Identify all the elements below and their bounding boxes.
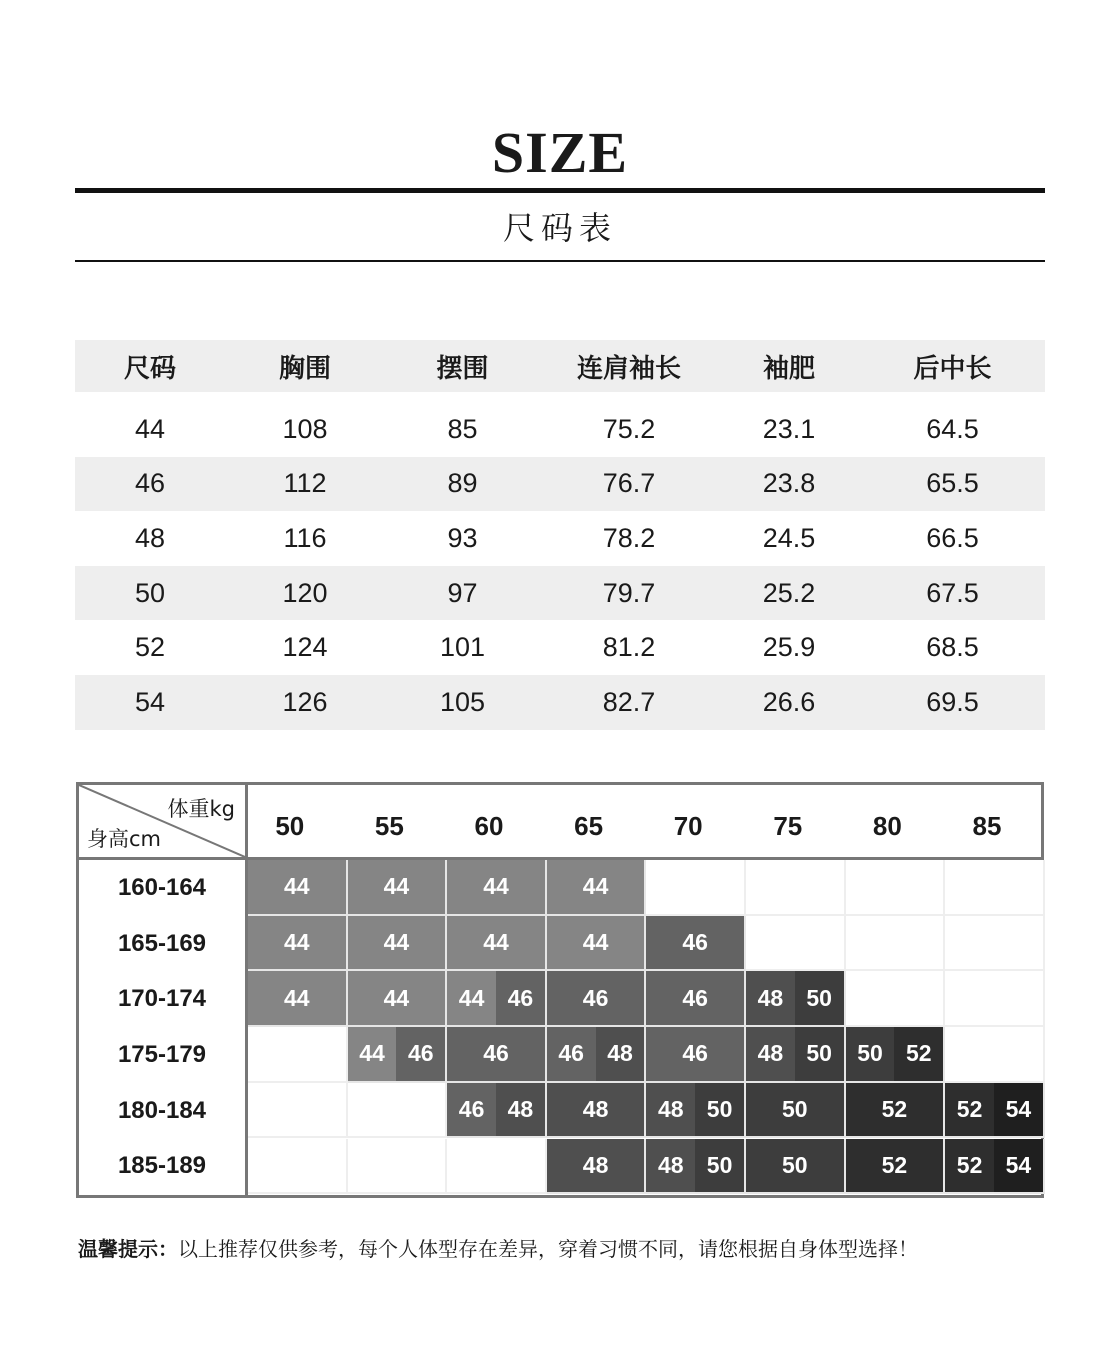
weight-header: 85 — [972, 811, 1002, 841]
measurement-cell: 66.5 — [926, 522, 979, 553]
measurement-cell: 97 — [447, 577, 478, 608]
size-cell — [746, 1083, 846, 1139]
measurement-cell: 23.8 — [762, 468, 816, 499]
size-cell — [945, 1083, 1045, 1139]
header-chest: 胸围 — [278, 353, 331, 384]
tip-label: 温馨提示： — [78, 1237, 178, 1261]
measurement-cell: 52 — [134, 632, 166, 663]
weight-header: 65 — [574, 811, 604, 841]
size-cell — [447, 916, 547, 972]
measurement-cell: 25.9 — [762, 632, 816, 663]
measurement-cell: 85 — [447, 413, 478, 444]
size-value: 50 — [795, 1027, 844, 1081]
measurement-cell: 50 — [134, 577, 166, 608]
measurement-cell: 112 — [283, 468, 327, 499]
size-cell — [248, 971, 348, 1027]
size-cell — [646, 916, 746, 972]
header-row-divider — [245, 857, 1041, 860]
size-cell — [547, 1083, 647, 1139]
size-value: 54 — [994, 1139, 1043, 1193]
size-cell — [945, 971, 1045, 1027]
measurement-cell: 54 — [134, 686, 166, 717]
measurement-cell: 26.6 — [762, 686, 816, 717]
size-cell — [248, 1083, 348, 1139]
size-value: 48 — [582, 1151, 609, 1178]
size-cell — [248, 860, 348, 916]
size-value: 46 — [682, 929, 708, 956]
size-cell — [646, 971, 746, 1027]
measurement-row — [75, 457, 1045, 512]
size-cell — [846, 1139, 946, 1195]
size-cell — [746, 1027, 846, 1083]
height-row-label: 175-179 — [117, 1040, 207, 1068]
title-divider — [75, 188, 1045, 193]
size-value: 44 — [383, 929, 410, 956]
measurement-cell: 68.5 — [926, 632, 979, 663]
size-cell — [746, 1139, 846, 1195]
size-cell — [646, 860, 746, 916]
header-size: 尺码 — [123, 353, 176, 384]
size-value: 48 — [646, 1083, 695, 1137]
size-cell — [646, 1027, 746, 1083]
size-cell — [547, 971, 647, 1027]
size-value: 50 — [782, 1151, 808, 1178]
footer-tip — [78, 1234, 1078, 1264]
size-value: 52 — [894, 1027, 943, 1081]
measurement-cell: 25.2 — [762, 577, 816, 608]
size-value: 44 — [483, 929, 509, 956]
size-cell — [248, 916, 348, 972]
size-value: 44 — [284, 873, 310, 900]
size-cell — [547, 1027, 647, 1083]
measurement-cell: 89 — [447, 468, 478, 499]
size-value: 48 — [746, 1027, 795, 1081]
size-value: 48 — [582, 1096, 609, 1123]
measurement-row — [75, 402, 1045, 457]
header-hem: 摆围 — [436, 353, 489, 384]
size-cell — [348, 1027, 448, 1083]
header-back-length: 后中长 — [913, 353, 992, 384]
size-cell — [547, 916, 647, 972]
size-value: 52 — [881, 1151, 908, 1178]
measurement-cell: 93 — [447, 522, 478, 553]
size-cell — [348, 971, 448, 1027]
size-value: 48 — [746, 971, 795, 1025]
size-cell — [746, 971, 846, 1027]
size-cell — [447, 1139, 547, 1195]
measurement-cell: 44 — [134, 413, 166, 444]
measurement-cell: 78.2 — [602, 522, 656, 553]
measurement-cell: 64.5 — [926, 413, 979, 444]
weight-header: 70 — [673, 811, 703, 841]
size-value: 50 — [782, 1096, 808, 1123]
measurement-cell: 120 — [282, 577, 328, 608]
measurement-header-row — [75, 340, 1045, 392]
height-row-label: 160-164 — [117, 873, 207, 901]
size-value: 46 — [396, 1027, 445, 1081]
size-value: 44 — [582, 873, 609, 900]
subtitle-divider — [75, 260, 1045, 262]
size-value: 44 — [348, 1027, 397, 1081]
measurement-cell: 105 — [439, 686, 486, 717]
size-value: 46 — [483, 1040, 509, 1067]
height-axis-label: 身高cm — [87, 827, 162, 851]
size-value: 50 — [695, 1139, 744, 1193]
measurement-cell: 46 — [134, 468, 166, 499]
size-cell — [447, 971, 547, 1027]
size-cell — [547, 860, 647, 916]
size-value: 50 — [795, 971, 844, 1025]
grid-corner — [79, 785, 248, 860]
size-value: 44 — [582, 929, 609, 956]
size-cell — [846, 860, 946, 916]
size-value: 44 — [447, 971, 496, 1025]
size-value: 52 — [881, 1096, 908, 1123]
measurement-cell: 76.7 — [602, 468, 656, 499]
measurement-cell: 24.5 — [762, 522, 816, 553]
size-cell — [547, 1139, 647, 1195]
measurement-cell: 108 — [282, 413, 328, 444]
size-cell — [646, 1139, 746, 1195]
size-cell — [846, 971, 946, 1027]
measurement-cell: 124 — [282, 632, 328, 663]
size-cell — [746, 916, 846, 972]
size-cell — [348, 1139, 448, 1195]
size-cell — [846, 1027, 946, 1083]
size-value: 44 — [483, 873, 509, 900]
size-value: 52 — [945, 1139, 994, 1193]
size-value: 48 — [496, 1083, 545, 1137]
size-cell — [348, 860, 448, 916]
size-cell — [348, 916, 448, 972]
measurement-row — [75, 566, 1045, 621]
height-row-label: 165-169 — [117, 929, 207, 957]
page-title: SIZE — [491, 120, 629, 185]
weight-header: 50 — [275, 811, 305, 841]
size-value: 44 — [284, 929, 310, 956]
size-value: 50 — [695, 1083, 744, 1137]
weight-header: 55 — [374, 811, 404, 841]
measurement-row — [75, 675, 1045, 730]
measurement-cell: 126 — [282, 686, 328, 717]
size-cell — [447, 860, 547, 916]
size-value: 46 — [496, 971, 545, 1025]
measurement-cell: 23.1 — [762, 413, 816, 444]
measurement-cell: 81.2 — [602, 632, 656, 663]
weight-axis-label: 体重kg — [167, 797, 235, 821]
size-value: 46 — [447, 1083, 496, 1137]
size-cell — [646, 1083, 746, 1139]
size-cell — [348, 1083, 448, 1139]
measurement-cell: 75.2 — [602, 413, 656, 444]
size-value: 52 — [945, 1083, 994, 1137]
size-recommendation-grid — [76, 782, 1044, 1198]
size-value: 46 — [682, 984, 708, 1011]
measurement-cell: 79.7 — [602, 577, 656, 608]
page-subtitle: 尺码表 — [502, 209, 617, 247]
header-sleeve-width: 袖肥 — [762, 353, 815, 384]
size-cell — [945, 916, 1045, 972]
tip-text: 以上推荐仅供参考，每个人体型存在差异，穿着习惯不同，请您根据自身体型选择！ — [178, 1237, 918, 1261]
size-value: 46 — [547, 1027, 596, 1081]
size-value: 48 — [596, 1027, 645, 1081]
size-cell — [945, 1027, 1045, 1083]
size-cell — [248, 1139, 348, 1195]
measurement-cell: 69.5 — [926, 686, 979, 717]
height-row-label: 170-174 — [117, 985, 207, 1013]
size-cell — [846, 916, 946, 972]
size-cell — [447, 1083, 547, 1139]
measurement-table — [75, 340, 1045, 730]
size-value: 44 — [383, 984, 410, 1011]
weight-header: 75 — [773, 811, 803, 841]
size-cell — [746, 860, 846, 916]
size-cell — [846, 1083, 946, 1139]
measurement-cell: 65.5 — [926, 468, 979, 499]
size-value: 44 — [284, 984, 310, 1011]
measurement-cell: 116 — [283, 522, 327, 553]
measurement-cell: 82.7 — [602, 686, 656, 717]
size-cell — [945, 1139, 1045, 1195]
size-value: 54 — [994, 1083, 1043, 1137]
header-column-divider — [245, 860, 248, 1195]
measurement-row — [75, 511, 1045, 566]
height-row-label: 185-189 — [117, 1152, 207, 1180]
size-value: 48 — [646, 1139, 695, 1193]
size-cell — [248, 1027, 348, 1083]
size-value: 46 — [582, 984, 609, 1011]
measurement-cell: 67.5 — [926, 577, 979, 608]
weight-header: 60 — [474, 811, 504, 841]
header-sleeve-length: 连肩袖长 — [576, 353, 681, 384]
measurement-cell: 48 — [134, 522, 166, 553]
weight-header: 80 — [872, 811, 902, 841]
size-value: 46 — [682, 1040, 708, 1067]
size-cell — [447, 1027, 547, 1083]
measurement-row — [75, 620, 1045, 675]
measurement-cell: 101 — [439, 632, 486, 663]
size-value: 44 — [383, 873, 410, 900]
size-value: 50 — [846, 1027, 895, 1081]
size-cell — [945, 860, 1045, 916]
height-row-label: 180-184 — [117, 1096, 207, 1124]
